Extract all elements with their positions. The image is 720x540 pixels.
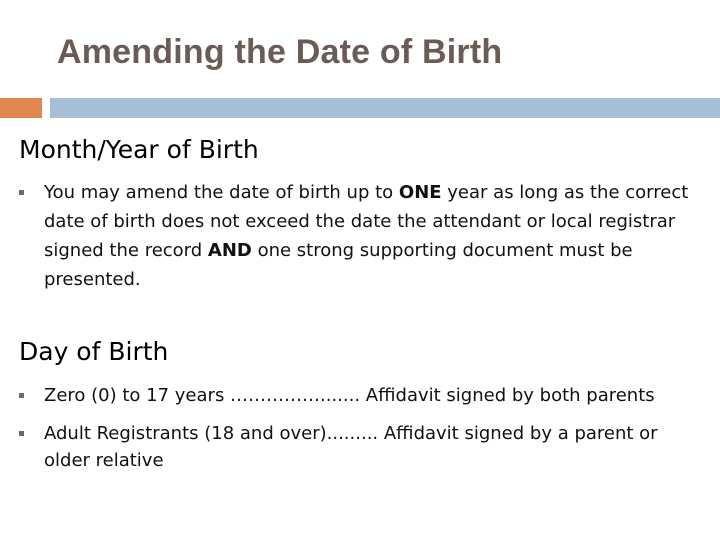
square-bullet-icon: [19, 393, 24, 398]
section-heading-month-year: Month/Year of Birth: [19, 135, 259, 164]
bullet-text: Adult Registrants (18 and over)......... Affidavit signed by a parent or older relative: [44, 423, 658, 471]
month-year-bullet-list: [0, 178, 690, 294]
bullet-text-part: You may amend the date of birth up to: [44, 182, 399, 203]
bold-emphasis-one: ONE: [398, 182, 442, 203]
bullet-text: [44, 182, 688, 290]
square-bullet-icon: [19, 431, 24, 436]
bullet-text-part: one strong supporting document must be presented.: [44, 240, 633, 290]
bullet-text: Zero (0) to 17 years ……………....... Affidavit signed by both parents: [44, 385, 655, 406]
title-underline-bar: [50, 98, 720, 118]
list-item: [0, 382, 690, 409]
list-item: [0, 178, 690, 294]
accent-bar: [0, 98, 42, 118]
bold-emphasis-and: AND: [207, 240, 252, 261]
slide-title: Amending the Date of Birth: [57, 33, 503, 71]
square-bullet-icon: [19, 190, 24, 195]
bullet-text-part: year as long as the correct date of birth does not exceed the date the attendant or local registrar signed the record: [44, 182, 689, 261]
section-heading-day: Day of Birth: [19, 337, 169, 366]
day-bullet-list: [0, 382, 690, 485]
list-item: [0, 420, 690, 474]
